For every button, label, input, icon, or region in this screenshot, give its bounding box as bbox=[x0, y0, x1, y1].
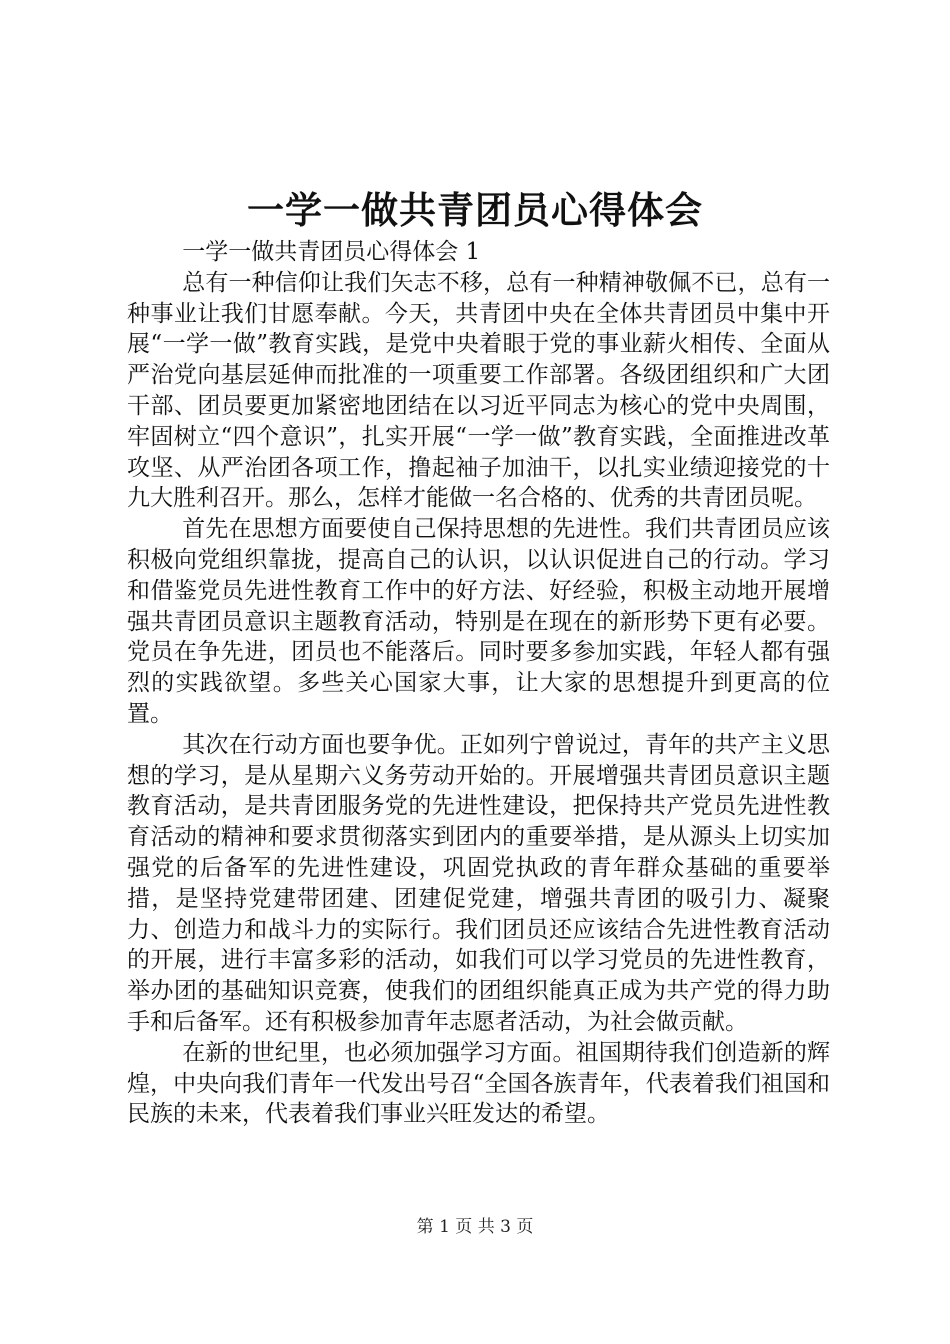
paragraph-2: 首先在思想方面要使自己保持思想的先进性。我们共青团员应该积极向党组织靠拢，提高自己的认识，以认识促进自己的行动。学习和借鉴党员先进性教育工作中的好方法、好经验，积极主动地开展增强共青团员意识主题教育活动，特别是在现在的新形势下更有必要。党员在争先进，团员也不能落后。同时要多参加实践，年轻人都有强烈的实践欲望。多些关心国家大事，让大家的思想提升到更高的位置。 bbox=[127, 516, 830, 727]
document-subtitle: 一学一做共青团员心得体会 1 bbox=[182, 239, 481, 265]
document-body bbox=[127, 237, 830, 1130]
paragraph-3: 其次在行动方面也要争优。正如列宁曾说过，青年的共产主义思想的学习，是从星期六义务劳动开始的。开展增强共青团员意识主题教育活动，是共青团服务党的先进性建设，把保持共产党员先进性教育活动的精神和要求贯彻落实到团内的重要举措，是从源头上切实加强党的后备军的先进性建设，巩固党执政的青年群众基础的重要举措，是坚持党建带团建、团建促党建，增强共青团的吸引力、凝聚力、创造力和战斗力的实际行。我们团员还应该结合先进性教育活动的开展，进行丰富多彩的活动，如我们可以学习党员的先进性教育，举办团的基础知识竞赛，使我们的团组织能真正成为共产党的得力助手和后备军。还有积极参加青年志愿者活动，为社会做贡献。 bbox=[127, 731, 830, 1035]
page-number-footer: 第 1 页 共 3 页 bbox=[416, 1217, 534, 1237]
document-title: 一学一做共青团员心得体会 bbox=[247, 188, 703, 232]
paragraph-4: 在新的世纪里，也必须加强学习方面。祖国期待我们创造新的辉煌，中央向我们青年一代发出号召“全国各族青年，代表着我们祖国和民族的未来，代表着我们事业兴旺发达的希望。 bbox=[127, 1039, 830, 1128]
paragraph-1: 总有一种信仰让我们矢志不移，总有一种精神敬佩不已，总有一种事业让我们甘愿奉献。今天，共青团中央在全体共青团员中集中开展“一学一做”教育实践，是党中央着眼于党的事业薪火相传、全面从严治党向基层延伸而批准的一项重要工作部署。各级团组织和广大团干部、团员要更加紧密地团结在以习近平同志为核心的党中央周围，牢固树立“四个意识”，扎实开展“一学一做”教育实践，全面推进改革攻坚、从严治团各项工作，撸起袖子加油干，以扎实业绩迎接党的十九大胜利召开。那么，怎样才能做一名合格的、优秀的共青团员呢。 bbox=[127, 269, 830, 512]
